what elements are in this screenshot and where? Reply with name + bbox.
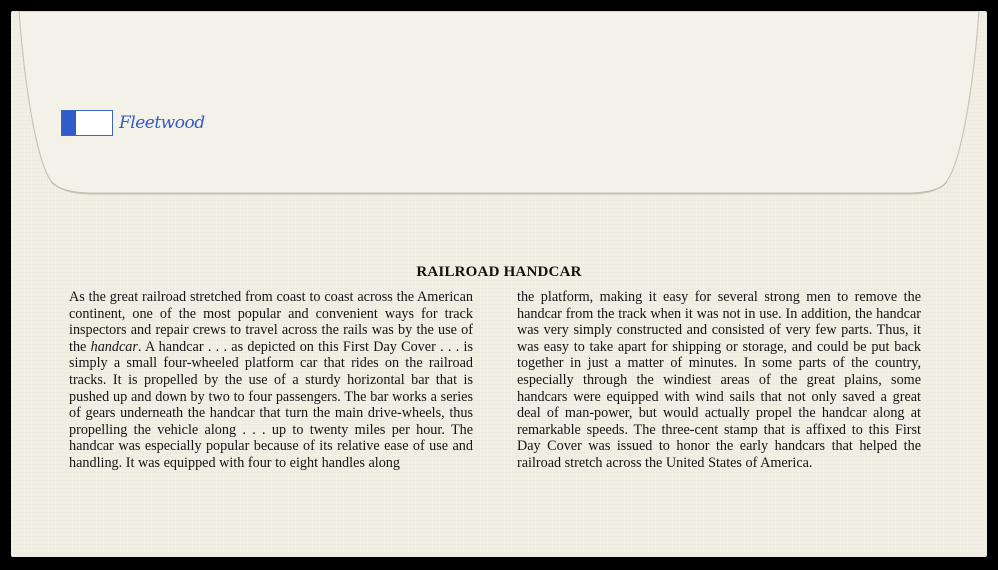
article-left-column [69, 289, 473, 472]
fleetwood-wordmark: Fleetwood [119, 113, 205, 133]
left-text-part2: . A handcar . . . as depicted on this First Day Cover . . . is simply a small four-wheeled platform car that rides on the railroad tracks. It is propelled by the use of a sturdy horizontal bar that is pushed up and down by two to four passengers. The bar works a series of gears underneath the handcar that turn the main drive-wheels, thus propelling the vehicle along . . . up to twenty miles per hour. The handcar was especially popular because of its relative ease of use and handling. It was equipped with four to eight handles along [69, 338, 473, 471]
envelope-back [11, 11, 987, 557]
article-right-column: the platform, making it easy for several strong men to remove the handcar from the track when it was not in use. In addition, the handcar was very simply constructed and consisted of very few parts. Thus, it was easy to take apart for shipping or storage, and could be put back together in just a matter of minutes. In some parts of the country, especially through the windiest areas of the great plains, some handcars were equipped with wind sails that not only saved a great deal of man-power, but would actually propel the handcar along at remarkable speeds. The three-cent stamp that is affixed to this First Day Cover was issued to honor the early handcars that helped the railroad stretch across the United States of America. [517, 289, 921, 471]
left-text-part1: As the great railroad stretched from coast to coast across the American continent, one of the most popular and convenient ways for track inspectors and repair crews to travel across the rails was by the use of the [69, 289, 473, 355]
fleetwood-box-icon [61, 110, 113, 136]
article-title: RAILROAD HANDCAR [416, 264, 582, 280]
fleetwood-logo [61, 110, 205, 136]
left-text-emphasis: handcar [90, 338, 138, 355]
envelope-flap [11, 11, 987, 201]
